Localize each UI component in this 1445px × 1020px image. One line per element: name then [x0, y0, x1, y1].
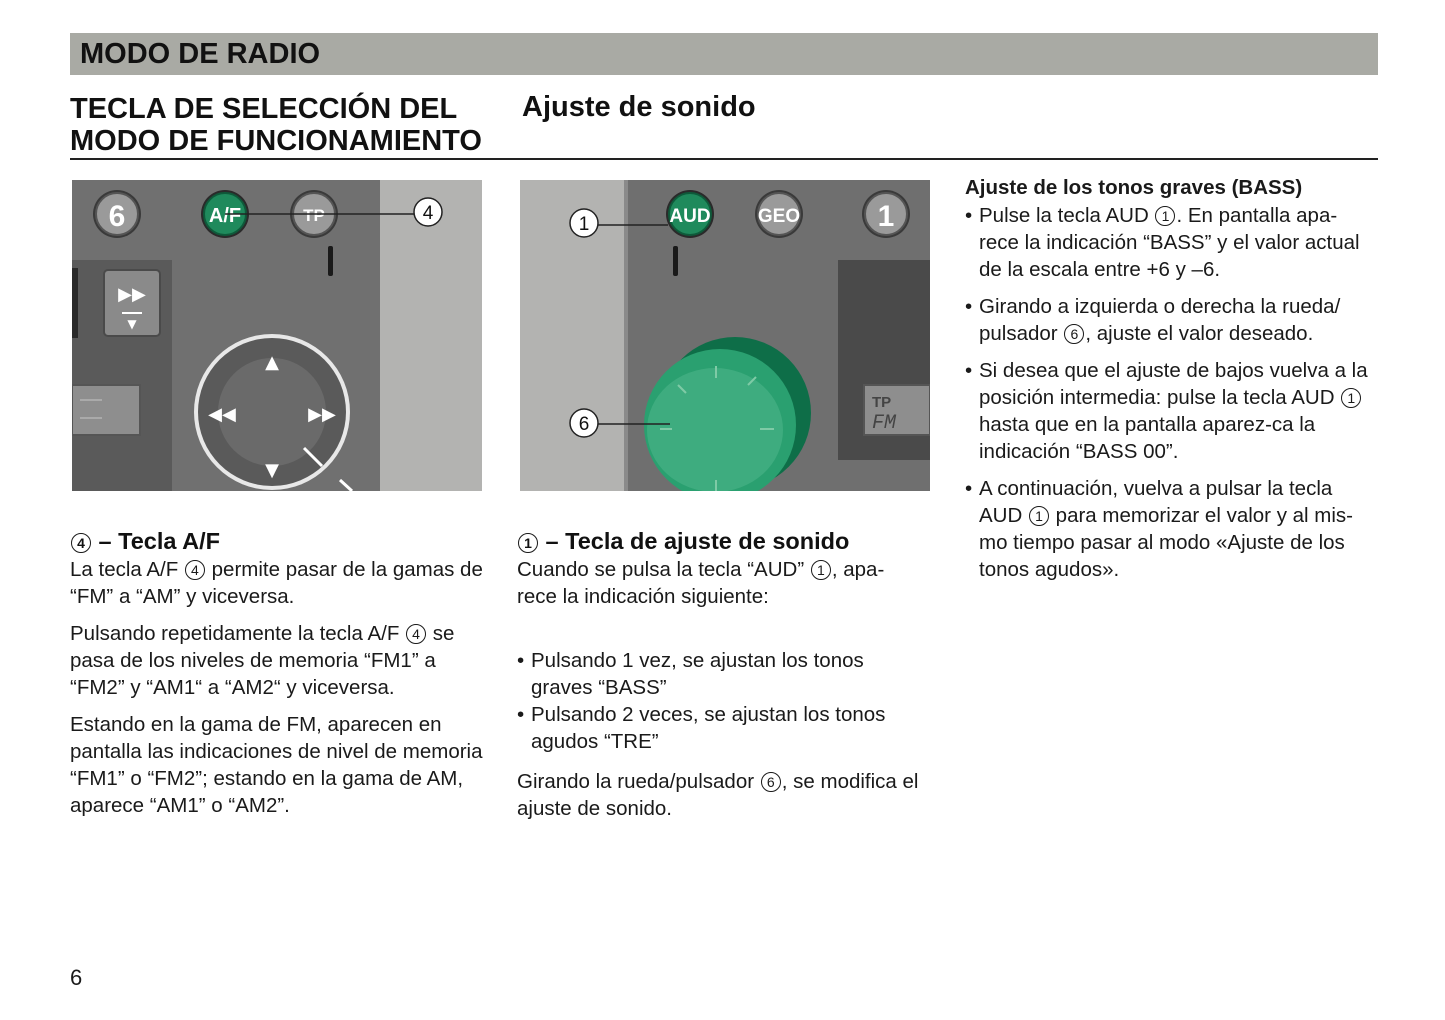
af-paragraph-2: Pulsando repetidamente la tecla A/F 4 se pasa de los niveles de memoria “FM1” a “FM2” y “AM1“ a “AM2“ y viceversa.	[70, 622, 455, 699]
circled-1: 1	[518, 533, 538, 553]
column-aud	[517, 526, 922, 832]
bass-heading: Ajuste de los tonos graves (BASS)	[965, 176, 1303, 199]
aud-paragraph-1: Cuando se pulsa la tecla “AUD” 1 , apa-rece la indicación siguiente:	[517, 558, 885, 608]
nav-forward-icon: ▶▶	[308, 404, 336, 425]
bass-bullet-2: • Girando a izquierda o derecha la rueda/ pulsador 6 , ajuste el valor deseado.	[965, 293, 1377, 347]
tp-label: TP	[303, 206, 325, 225]
heading-rule	[70, 158, 1378, 160]
arrow-down-icon: ▼	[127, 317, 137, 331]
column-af	[70, 526, 488, 829]
section-title: MODO DE RADIO	[80, 38, 321, 70]
left-heading-line2: MODO DE FUNCIONAMIENTO	[70, 125, 482, 157]
radio-panel-mid-illustration	[520, 180, 930, 491]
bass-bullet-4: • A continuación, vuelva a pulsar la tecla AUD 1 para memorizar el valor y al mis-mo tiempo pasar al modo «Ajuste de los tonos agudos».	[965, 475, 1377, 583]
page-number: 6	[70, 965, 83, 990]
aud-bullet-1: • Pulsando 1 vez, se ajustan los tonos graves “BASS”	[517, 647, 922, 701]
bass-bullet-1: • Pulse la tecla AUD 1 . En pantalla apa-rece la indicación “BASS” y el valor actual de la escala entre +6 y –6.	[965, 202, 1377, 283]
nav-up-icon: ▲	[265, 352, 279, 373]
radio-panel-left-illustration	[72, 180, 482, 491]
callout-6-label: 6	[578, 414, 590, 435]
column-bass	[965, 174, 1377, 583]
circled-4: 4	[71, 533, 91, 553]
nav-down-icon: ▼	[265, 460, 279, 481]
aud-label: AUD	[669, 206, 711, 227]
section-banner	[70, 33, 1378, 75]
figure-aud-button	[520, 180, 930, 491]
display-fm: FM	[872, 412, 897, 435]
preset-6-label: 6	[108, 200, 126, 233]
aud-bullet-2: • Pulsando 2 veces, se ajustan los tonos agudos “TRE”	[517, 701, 922, 755]
left-heading	[70, 93, 482, 157]
middle-heading: Ajuste de sonido	[522, 91, 756, 123]
figure-af-button	[72, 180, 482, 491]
nav-rewind-icon: ◀◀	[208, 404, 236, 425]
left-heading-line1: TECLA DE SELECCIÓN DEL	[70, 93, 458, 125]
display-tp: TP	[872, 394, 892, 411]
af-label: A/F	[208, 205, 242, 227]
fast-forward-icon: ▶▶	[118, 284, 146, 305]
af-heading: 4 – Tecla A/F	[70, 526, 488, 556]
af-paragraph-3: Estando en la gama de FM, aparecen en pantalla las indicaciones de nivel de memoria “FM1” o “FM2”; estando en la gama de AM, aparece “AM1” o “AM2”.	[70, 713, 483, 817]
af-paragraph-1: La tecla A/F 4 permite pasar de la gamas de “FM” a “AM” y viceversa.	[70, 558, 483, 608]
aud-paragraph-2: Girando la rueda/pulsador 6 , se modifica el ajuste de sonido.	[517, 770, 919, 820]
preset-1-label: 1	[877, 200, 895, 233]
aud-heading: 1 – Tecla de ajuste de sonido	[517, 526, 922, 556]
callout-1-label: 1	[578, 214, 590, 235]
geo-label: GEO	[757, 206, 801, 227]
callout-4-label: 4	[422, 203, 434, 224]
bass-bullet-3: • Si desea que el ajuste de bajos vuelva a la posición intermedia: pulse la tecla AUD 1 hasta que en la pantalla aparez-ca la indicación “BASS 00”.	[965, 357, 1377, 465]
